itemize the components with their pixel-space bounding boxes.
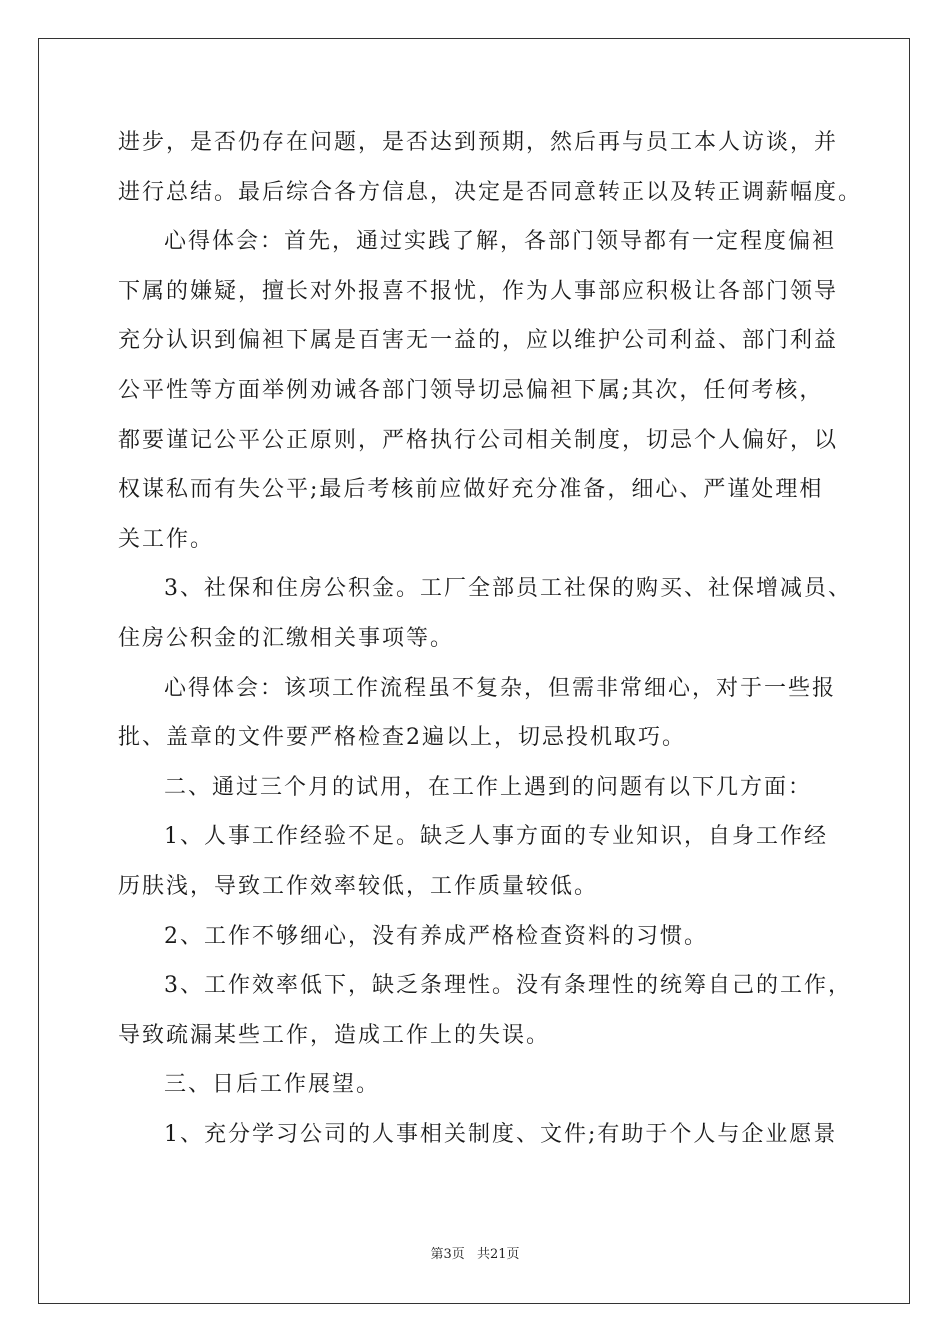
text-line: 1、充分学习公司的人事相关制度、文件;有助于个人与企业愿景 xyxy=(164,1122,838,1147)
page-footer xyxy=(0,1246,950,1264)
text-line: 历肤浅，导致工作效率较低，工作质量较低。 xyxy=(118,874,599,899)
page-number: 第3页 xyxy=(430,1247,465,1262)
text-line: 2、工作不够细心，没有养成严格检查资料的习惯。 xyxy=(164,923,708,949)
text-line: 3、社保和住房公积金。工厂全部员工社保的购买、社保增减员、 xyxy=(164,576,852,602)
text-line: 导致疏漏某些工作，造成工作上的失误。 xyxy=(118,1022,551,1048)
text-line: 二、通过三个月的试用，在工作上遇到的问题有以下几方面： xyxy=(164,774,813,800)
text-line: 充分认识到偏袒下属是百害无一益的，应以维护公司利益、部门利益 xyxy=(118,328,839,354)
total-pages: 共21页 xyxy=(476,1247,520,1262)
text-line: 3、工作效率低下，缺乏条理性。没有条理性的统筹自己的工作， xyxy=(164,973,852,999)
text-line: 下属的嫌疑，擅长对外报喜不报忧，作为人事部应积极让各部门领导 xyxy=(118,278,839,304)
text-line: 1、人事工作经验不足。缺乏人事方面的专业知识，自身工作经 xyxy=(164,824,828,850)
text-line: 进步，是否仍存在问题，是否达到预期，然后再与员工本人访谈，并 xyxy=(118,130,839,155)
text-line: 公平性等方面举例劝诫各部门领导切忌偏袒下属;其次，任何考核， xyxy=(118,378,824,403)
text-line: 权谋私而有失公平;最后考核前应做好充分准备，细心、严谨处理相 xyxy=(118,477,824,503)
text-line: 住房公积金的汇缴相关事项等。 xyxy=(118,626,455,651)
text-line: 关工作。 xyxy=(118,526,215,552)
text-line: 三、日后工作展望。 xyxy=(164,1072,381,1098)
text-line: 心得体会：该项工作流程虽不复杂，但需非常细心，对于一些报 xyxy=(164,675,837,701)
text-line: 都要谨记公平公正原则，严格执行公司相关制度，切忌个人偏好，以 xyxy=(118,427,839,453)
text-line: 进行总结。最后综合各方信息，决定是否同意转正以及转正调薪幅度。 xyxy=(118,179,863,205)
text-line: 批、盖章的文件要严格检查2遍以上，切忌投机取巧。 xyxy=(118,725,686,751)
text-line: 心得体会：首先，通过实践了解，各部门领导都有一定程度偏袒 xyxy=(164,229,837,255)
